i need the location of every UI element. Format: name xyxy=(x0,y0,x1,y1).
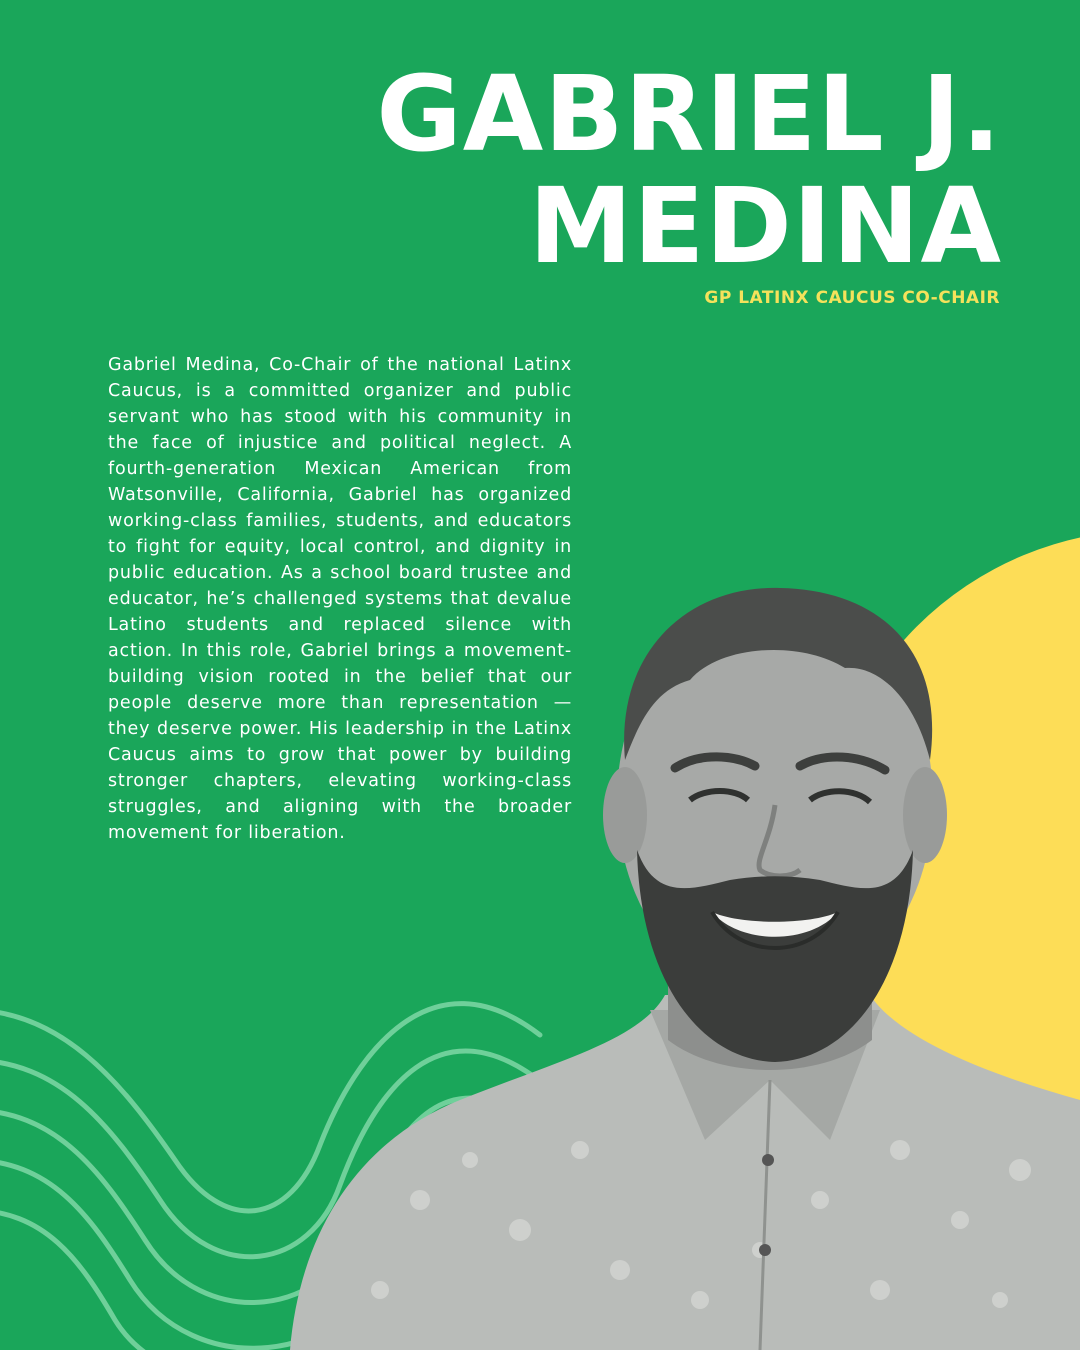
title-line-first: GABRIEL J. xyxy=(376,53,1002,175)
bio-paragraph: Gabriel Medina, Co-Chair of the national Latinx Caucus, is a committed organizer and public servant who has stood with his community in the face of injustice and political neglect. A fourth-generation Mexican American from Watsonville, California, Gabriel has organized working-class families, students, and educators to fight for equity, local control, and dignity in public education. As a school board trustee and educator, he’s challenged systems that devalue Latino students and replaced silence with action. In this role, Gabriel brings a movement-building vision rooted in the belief that our people deserve more than representation — they deserve power. His leadership in the Latinx Caucus aims to grow that power by building stronger chapters, elevating working-class struggles, and aligning with the broader movement for liberation. xyxy=(108,355,572,843)
role-subtitle: GP LATINX CAUCUS CO-CHAIR xyxy=(704,288,1000,308)
page-title xyxy=(376,53,1002,287)
title-line-last: MEDINA xyxy=(528,165,1002,287)
